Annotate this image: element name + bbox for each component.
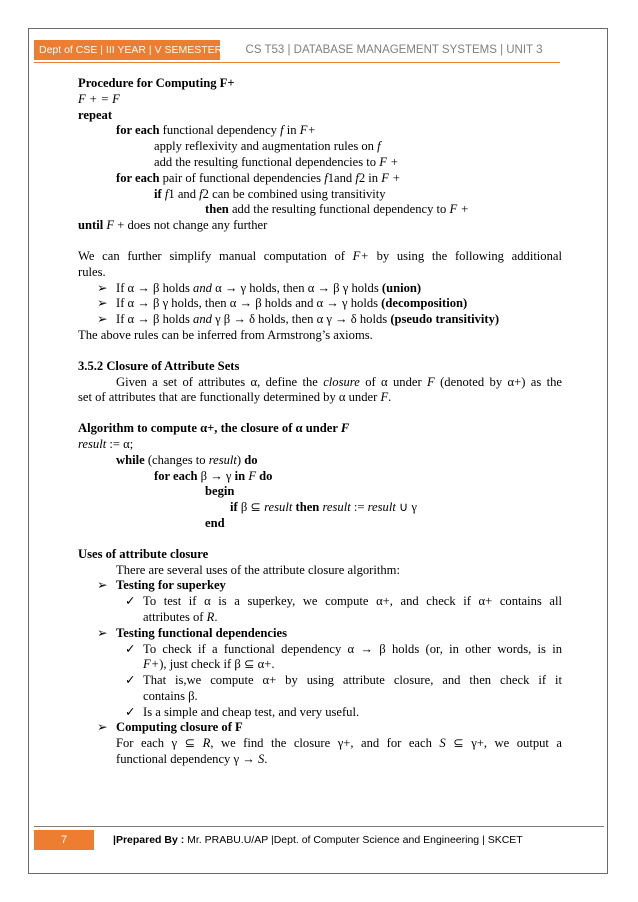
uses-fd-heading: ➢ Testing functional dependencies: [97, 625, 287, 640]
uses-superkey-item: ✓ To test if α is a superkey, we compute α+, and check if α+ contains all attributes of R.: [125, 594, 562, 624]
simplify-paragraph-line1: We can further simplify manual computation of F+ by using the following additional: [78, 248, 562, 263]
footer-rule: [34, 826, 604, 827]
procedure-if: if f1 and f2 can be combined using transitivity: [154, 186, 386, 201]
uses-thatis-item: ✓ That is,we compute α+ by using attribute closure, and then check if it contains β.: [125, 673, 562, 703]
check-bullet-icon: ✓: [125, 594, 136, 609]
simplify-paragraph-line2: rules.: [78, 264, 106, 279]
footer-page-number: 7: [34, 830, 94, 850]
header-dept-text: Dept of CSE | III YEAR | V SEMESTER: [39, 44, 223, 56]
rule-pseudo-transitivity: ➢ If α → β holds and γ β → δ holds, then α γ → δ holds (pseudo transitivity): [97, 312, 500, 327]
rules-note: The above rules can be inferred from Armstrong’s axioms.: [78, 327, 373, 342]
check-bullet-icon: ✓: [125, 704, 136, 719]
arrow-bullet-icon: ➢: [97, 578, 108, 593]
arrow-bullet-icon: ➢: [97, 720, 108, 735]
header-rule: [34, 62, 560, 63]
uses-heading: Uses of attribute closure: [78, 546, 209, 561]
uses-closure-heading: ➢ Computing closure of F: [97, 720, 243, 735]
closure-heading: 3.5.2 Closure of Attribute Sets: [78, 358, 240, 373]
procedure-add: add the resulting functional dependencies to F +: [154, 154, 399, 169]
procedure-apply: apply reflexivity and augmentation rules on f: [154, 139, 381, 154]
algorithm-if: if β ⊆ result then result := result ∪ γ: [230, 500, 417, 515]
procedure-then: then add the resulting functional dependency to F +: [205, 202, 469, 217]
arrow-bullet-icon: ➢: [97, 296, 108, 311]
header-dept-badge: [34, 40, 223, 60]
algorithm-init: result := α;: [78, 436, 134, 451]
algorithm-begin: begin: [205, 484, 235, 499]
procedure-for-each-fd: for each functional dependency f in F+: [116, 123, 316, 138]
rule-union: ➢ If α → β holds and α → γ holds, then α → β γ holds (union): [97, 280, 422, 295]
procedure-repeat: repeat: [78, 107, 113, 122]
uses-superkey-heading: ➢ Testing for superkey: [97, 578, 226, 593]
procedure-for-each-pair: for each pair of functional dependencies f1and f2 in F +: [116, 170, 401, 185]
uses-simple-item: ✓ Is a simple and cheap test, and very useful.: [125, 704, 360, 719]
procedure-init: F + = F: [78, 91, 120, 106]
uses-intro: There are several uses of the attribute closure algorithm:: [116, 562, 400, 577]
document-body: [78, 76, 562, 768]
uses-closure-text: For each γ ⊆ R, we find the closure γ+, and for each S ⊆ γ+, we output a functional dependency γ → S.: [116, 736, 562, 767]
algorithm-title: Algorithm to compute α+, the closure of α under F: [78, 421, 350, 436]
footer-prepared-by: |Prepared By : Mr. PRABU.U/AP |Dept. of Computer Science and Engineering | SKCET: [113, 834, 523, 846]
procedure-title: Procedure for Computing F+: [78, 76, 235, 90]
arrow-bullet-icon: ➢: [97, 280, 108, 295]
header-course-title: CS T53 | DATABASE MANAGEMENT SYSTEMS | UNIT 3: [245, 44, 543, 56]
procedure-until: until F + does not change any further: [78, 218, 268, 233]
algorithm-for-each: for each β → γ in F do: [154, 468, 273, 483]
rule-decomposition: ➢ If α → β γ holds, then α → β holds and α → γ holds (decomposition): [97, 296, 468, 311]
arrow-bullet-icon: ➢: [97, 625, 108, 640]
check-bullet-icon: ✓: [125, 673, 136, 688]
closure-paragraph-line2: set of attributes that are functionally determined by α under F.: [78, 390, 392, 405]
uses-fd-item: ✓ To check if a functional dependency α → β holds (or, in other words, is in F+), just check if β ⊆ α+.: [125, 641, 562, 672]
arrow-bullet-icon: ➢: [97, 312, 108, 327]
algorithm-end: end: [205, 515, 225, 530]
closure-paragraph-line1: Given a set of attributes α, define the closure of α under F (denoted by α+) as the: [116, 374, 562, 389]
algorithm-while: while (changes to result) do: [116, 452, 258, 467]
check-bullet-icon: ✓: [125, 641, 136, 656]
